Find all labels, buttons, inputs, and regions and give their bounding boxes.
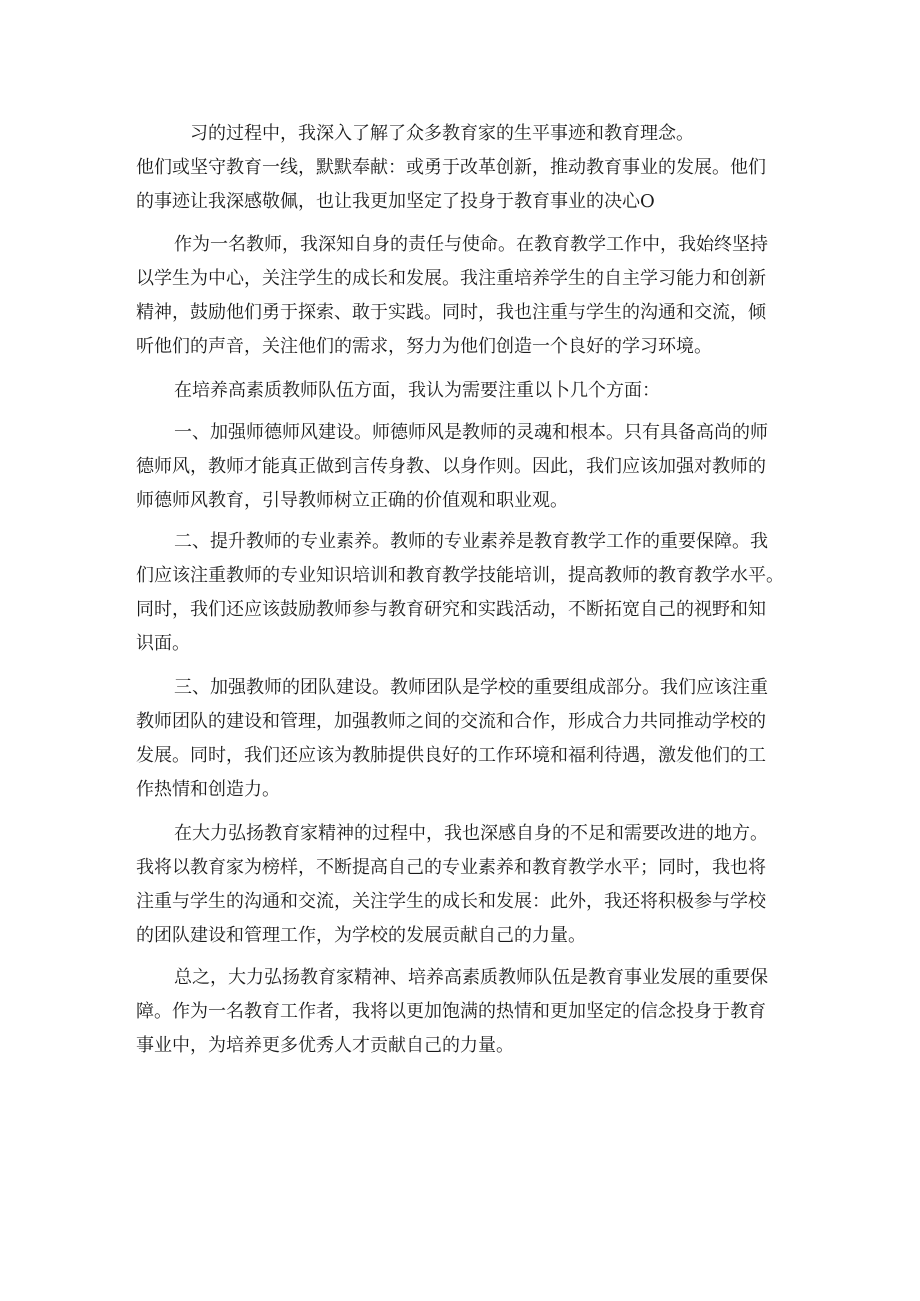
paragraph-line: 在大力弘扬教育家精神的过程中，我也深感自身的不足和需要改进的地方。	[174, 823, 768, 844]
paragraph-line: 同时，我们还应该鼓励教师参与教育研究和实践活动，不断拓宽自己的视野和知	[136, 599, 766, 620]
paragraph-line: 一、加强师德师风建设。师德师风是教师的灵魂和根本。只有具备高尚的师	[174, 422, 768, 443]
paragraph-3	[136, 374, 798, 408]
paragraph-line: 二、提升教师的专业素养。教师的专业素养是教育教学工作的重要保障。我	[174, 531, 768, 552]
paragraph-line: 三、加强教师的团队建设。教师团队是学校的重要组成部分。我们应该注重	[174, 677, 768, 698]
paragraph-7	[136, 817, 798, 953]
paragraph-8	[136, 961, 798, 1063]
paragraph-line: 总之，大力弘扬教育家精神、培养高素质教师队伍是教育事业发展的重要保	[174, 967, 768, 988]
paragraph-line: 德师风，教师才能真正做到言传身教、以身作则。因此，我们应该加强对教师的	[136, 456, 766, 477]
paragraph-line: 教师团队的建设和管理，加强教师之间的交流和合作，形成合力共同推动学校的	[136, 711, 766, 732]
paragraph-1	[136, 117, 798, 219]
paragraph-line: 的团队建设和管理工作，为学校的发展贡献自己的力量。	[136, 925, 586, 946]
paragraph-6	[136, 671, 798, 807]
paragraph-line: 注重与学生的沟通和交流，关注学生的成长和发展：此外，我还将积极参与学校	[136, 891, 766, 912]
paragraph-line: 识面。	[136, 633, 190, 654]
paragraph-2	[136, 228, 798, 364]
paragraph-line: 作热情和创造力。	[136, 779, 280, 800]
paragraph-line: 的事迹让我深感敬佩，也让我更加坚定了投身于教育事业的决心O	[136, 191, 655, 212]
paragraph-line: 们应该注重教师的专业知识培训和教育教学技能培训，提高教师的教育教学水平。	[136, 565, 784, 586]
paragraph-5	[136, 525, 798, 661]
paragraph-line: 在培养高素质教师队伍方面，我认为需要注重以卜几个方面：	[174, 380, 660, 401]
paragraph-line: 师德师风教育，引导教师树立正确的价值观和职业观。	[136, 490, 568, 511]
paragraph-line: 精神，鼓励他们勇于探索、敢于实践。同时，我也注重与学生的沟通和交流，倾	[136, 302, 766, 323]
paragraph-line: 事业中，为培养更多优秀人才贡献自己的力量。	[136, 1035, 514, 1056]
paragraph-line: 他们或坚守教育一线，默默奉献：或勇于改革创新，推动教育事业的发展。他们	[136, 157, 766, 178]
paragraph-line: 我将以教育家为榜样，不断提高自己的专业素养和教育教学水平；同时，我也将	[136, 857, 766, 878]
paragraph-line: 障。作为一名教育工作者，我将以更加饱满的热情和更加坚定的信念投身于教育	[136, 1001, 766, 1022]
paragraph-line: 习的过程中，我深入了解了众多教育家的生平事迹和教育理念。	[190, 123, 694, 144]
paragraph-line: 作为一名教师，我深知自身的责任与使命。在教育教学工作中，我始终坚持	[174, 234, 768, 255]
paragraph-line: 发展。同时，我们还应该为教肺提供良好的工作环境和福利待遇，激发他们的工	[136, 745, 766, 766]
paragraph-line: 听他们的声音，关注他们的需求，努力为他们创造一个良好的学习环境。	[136, 336, 712, 357]
paragraph-4	[136, 416, 798, 518]
paragraph-line: 以学生为中心，关注学生的成长和发展。我注重培养学生的自主学习能力和创新	[136, 268, 766, 289]
